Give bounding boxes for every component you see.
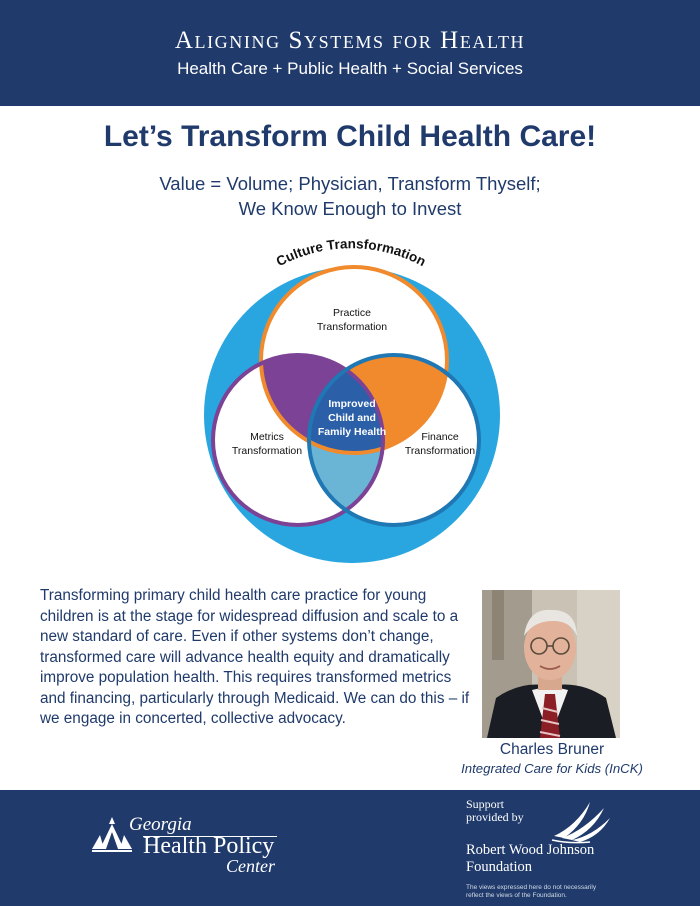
disclaimer — [466, 884, 616, 900]
person-organization: Integrated Care for Kids (InCK) — [461, 761, 643, 776]
support-line-2: provided by — [466, 810, 524, 824]
footer-banner — [0, 790, 700, 906]
center-label-1: Improved — [328, 398, 376, 410]
header-subtitle: Health Care + Public Health + Social Services — [177, 59, 523, 78]
ghpc-logo-line-1: Georgia — [129, 814, 192, 835]
culture-label: Culture Transformation — [273, 238, 429, 270]
finance-label-1: Finance — [421, 431, 459, 443]
support-line-1: Support — [466, 797, 505, 811]
rwjf-name-line-1: Robert Wood Johnson — [466, 842, 595, 858]
rwjf-name-line-2: Foundation — [466, 859, 533, 875]
center-label-2: Child and — [328, 412, 376, 424]
finance-label-2: Transformation — [404, 445, 476, 457]
tagline-line-2: We Know Enough to Invest — [238, 198, 462, 219]
center-label-3: Family Health — [317, 426, 387, 438]
transformation-venn-diagram — [195, 238, 505, 578]
tagline-line-1: Value = Volume; Physician, Transform Thyself; — [159, 173, 541, 194]
metrics-label-1: Metrics — [250, 431, 284, 443]
person-name: Charles Bruner — [499, 741, 605, 758]
body-paragraph: Transforming primary child health care practice for young children is at the stage for widespread diffusion and scale to a new standard of care. Even if other systems don’t change, transformed care will advance health equity and dramatically improve population health. This requires transformed metrics and financing, particularly through Medicaid. We can do this – if we engage in concerted, collective advocacy. — [40, 587, 470, 727]
tagline — [0, 171, 700, 221]
profile-photo — [482, 590, 620, 738]
practice-label-2: Transformation — [316, 321, 388, 333]
disclaimer-line-1: The views expressed here do not necessarily — [466, 884, 597, 891]
disclaimer-line-2: reflect the views of the Foundation. — [466, 892, 567, 899]
ghpc-logo-line-2: Health Policy — [143, 833, 275, 859]
ghpc-logo-line-3: Center — [226, 856, 275, 876]
header-title: Aligning Systems for Health — [174, 27, 526, 54]
header-banner — [0, 0, 700, 106]
page-title: Let’s Transform Child Health Care! — [103, 120, 597, 153]
practice-label-1: Practice — [333, 307, 371, 319]
rwjf-name — [466, 842, 626, 876]
ghpc-logo-icon — [90, 815, 134, 855]
metrics-label-2: Transformation — [231, 445, 303, 457]
rwjf-flame-icon — [550, 796, 612, 844]
